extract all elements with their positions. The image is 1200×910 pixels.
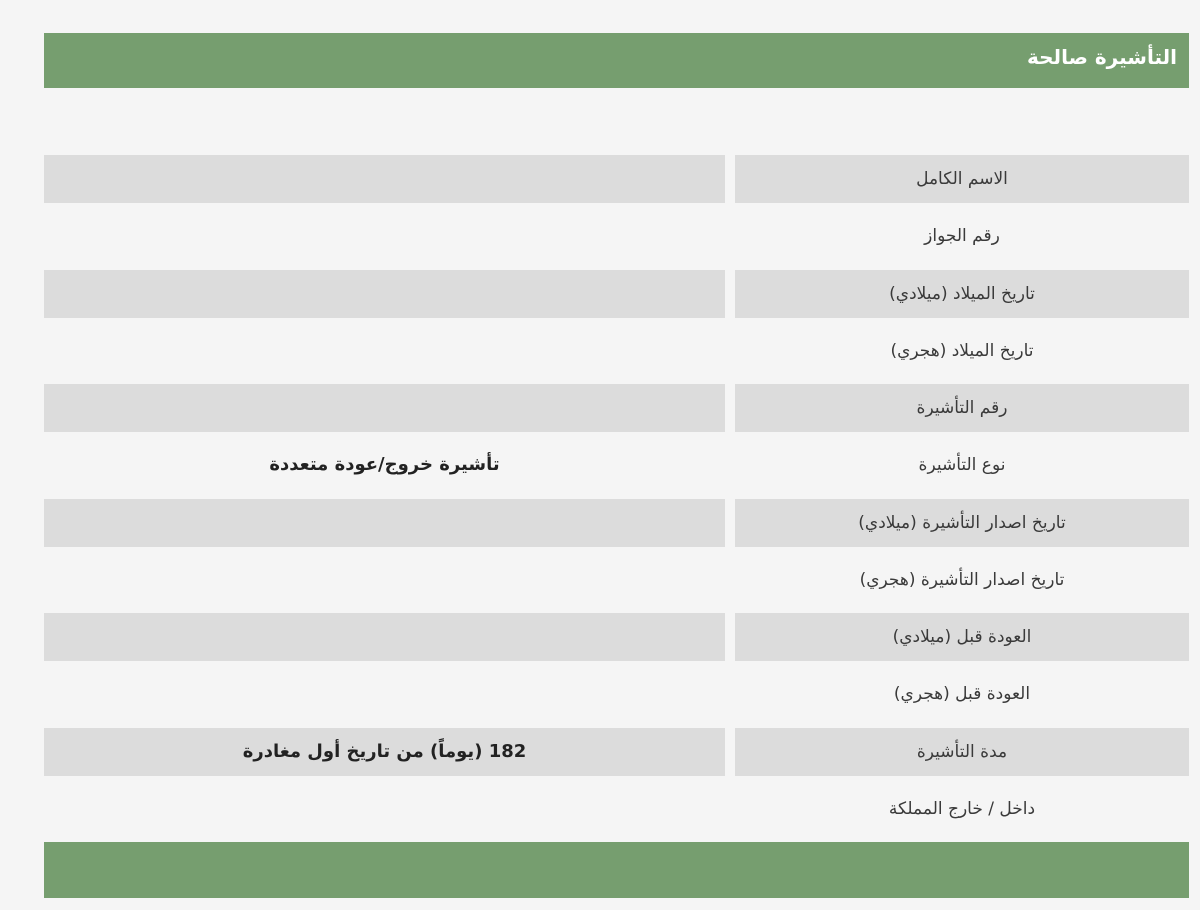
return-before-gregorian-label: العودة قبل (ميلادي)	[735, 613, 1189, 661]
birth-date-gregorian-label: تاريخ الميلاد (ميلادي)	[735, 270, 1189, 318]
birth-date-hijri-label: تاريخ الميلاد (هجري)	[890, 341, 1034, 361]
footer-bar	[44, 842, 1189, 898]
visa-duration-label: مدة التأشيرة	[735, 728, 1189, 776]
passport-number-label: رقم الجواز	[924, 226, 1000, 246]
full-name-label: الاسم الكامل	[735, 155, 1189, 203]
issue-date-hijri-value	[44, 556, 725, 604]
visa-number-label: رقم التأشيرة	[735, 384, 1189, 432]
row-issue-date-hijri	[44, 556, 1189, 604]
row-visa-type	[44, 441, 1189, 489]
row-issue-date-gregorian	[44, 499, 1189, 547]
inside-outside-kingdom-label: داخل / خارج المملكة	[888, 799, 1036, 819]
issue-date-hijri-label: تاريخ اصدار التأشيرة (هجري)	[859, 570, 1065, 590]
full-name-value	[44, 155, 725, 203]
row-inside-outside-kingdom	[44, 785, 1189, 833]
row-birth-date-hijri	[44, 327, 1189, 375]
issue-date-gregorian-value	[44, 499, 725, 547]
passport-number-value	[44, 212, 725, 260]
visa-duration-value: 182 (يوماً) من تاريخ أول مغادرة	[44, 728, 725, 776]
birth-date-gregorian-value	[44, 270, 725, 318]
inside-outside-kingdom-value	[44, 785, 725, 833]
row-visa-number	[44, 384, 1189, 432]
issue-date-gregorian-label: تاريخ اصدار التأشيرة (ميلادي)	[735, 499, 1189, 547]
return-before-hijri-value	[44, 670, 725, 718]
row-visa-duration	[44, 728, 1189, 776]
status-header-bar	[44, 33, 1189, 88]
row-birth-date-gregorian	[44, 270, 1189, 318]
row-return-before-hijri	[44, 670, 1189, 718]
row-return-before-gregorian	[44, 613, 1189, 661]
visa-type-label: نوع التأشيرة	[918, 455, 1006, 475]
visa-number-value	[44, 384, 725, 432]
row-passport-number	[44, 212, 1189, 260]
birth-date-hijri-value	[44, 327, 725, 375]
return-before-hijri-label: العودة قبل (هجري)	[893, 684, 1031, 704]
visa-status-title: التأشيرة صالحة	[1027, 45, 1177, 69]
row-full-name	[44, 155, 1189, 203]
visa-type-value: تأشيرة خروج/عودة متعددة	[269, 454, 500, 475]
return-before-gregorian-value	[44, 613, 725, 661]
